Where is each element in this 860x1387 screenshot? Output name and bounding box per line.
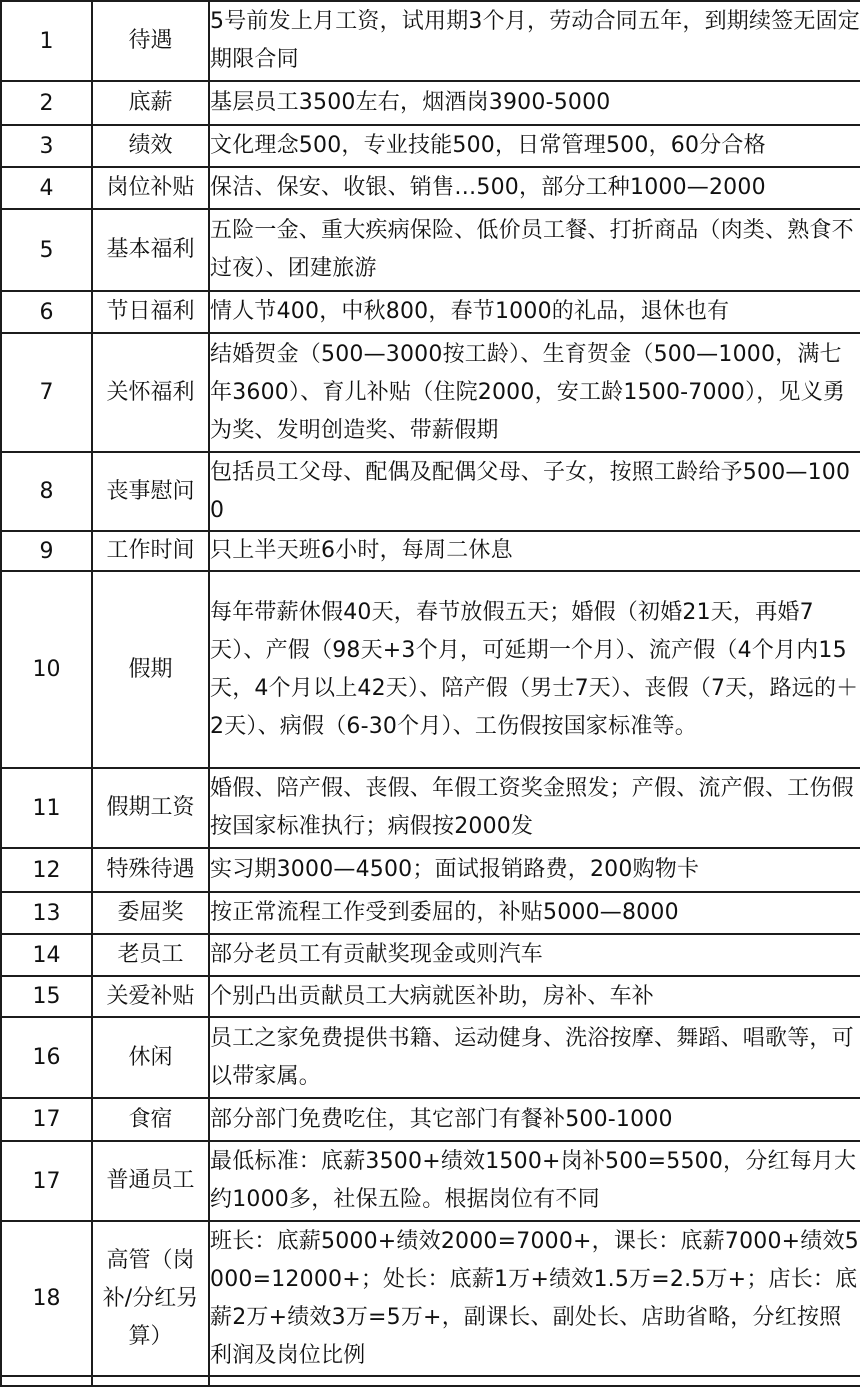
row-number: 3: [1, 125, 92, 167]
row-category: 假期: [92, 571, 209, 768]
row-description: 班长：底薪5000+绩效2000=7000+，课长：底薪7000+绩效5000=12000+；处长：底薪1万+绩效1.5万=2.5万+；店长：底薪2万+绩效3万=5万+，副课长、副处长、店助省略，分红按照利润及岗位比例: [209, 1221, 860, 1376]
row-description: 按正常流程工作受到委屈的，补贴5000—8000: [209, 892, 860, 934]
table-row: [1, 81, 860, 125]
table-row: [1, 209, 860, 291]
row-number: 13: [1, 892, 92, 934]
row-number: 1: [1, 1, 92, 81]
row-category: 普通员工: [92, 1141, 209, 1221]
table-row: [1, 934, 860, 976]
stub-cell: [92, 1376, 209, 1386]
table-row: [1, 1098, 860, 1141]
table-row: [1, 291, 860, 333]
row-description: 员工之家免费提供书籍、运动健身、洗浴按摩、舞蹈、唱歌等，可以带家属。: [209, 1017, 860, 1098]
row-number: 17: [1, 1098, 92, 1141]
table-row: [1, 1, 860, 81]
row-number: 14: [1, 934, 92, 976]
row-description: 婚假、陪产假、丧假、年假工资奖金照发；产假、流产假、工伤假按国家标准执行；病假按2000发: [209, 768, 860, 848]
table-row: [1, 452, 860, 531]
table-row: [1, 333, 860, 452]
table-row: [1, 1141, 860, 1221]
table-row: [1, 848, 860, 892]
row-number: 5: [1, 209, 92, 291]
row-number: 2: [1, 81, 92, 125]
row-description: 包括员工父母、配偶及配偶父母、子女，按照工龄给予500—1000: [209, 452, 860, 531]
row-category: 食宿: [92, 1098, 209, 1141]
table-row: [1, 531, 860, 571]
row-description: 文化理念500，专业技能500，日常管理500，60分合格: [209, 125, 860, 167]
row-number: 10: [1, 571, 92, 768]
row-description: 情人节400，中秋800，春节1000的礼品，退休也有: [209, 291, 860, 333]
row-number: 12: [1, 848, 92, 892]
stub-cell: [1, 1376, 92, 1386]
row-description: 部分部门免费吃住，其它部门有餐补500-1000: [209, 1098, 860, 1141]
row-description: 五险一金、重大疾病保险、低价员工餐、打折商品（肉类、熟食不过夜）、团建旅游: [209, 209, 860, 291]
row-category: 待遇: [92, 1, 209, 81]
row-category: 高管（岗补/分红另算）: [92, 1221, 209, 1376]
row-description: 每年带薪休假40天，春节放假五天；婚假（初婚21天，再婚7天）、产假（98天+3个月，可延期一个月）、流产假（4个月内15天，4个月以上42天）、陪产假（男士7天）、丧假（7天，路远的＋2天）、病假（6-30个月）、工伤假按国家标准等。: [209, 571, 860, 768]
table-body: [1, 0, 860, 1386]
row-category: 底薪: [92, 81, 209, 125]
row-category: 丧事慰问: [92, 452, 209, 531]
table-row: [1, 125, 860, 167]
row-category: 工作时间: [92, 531, 209, 571]
row-description: 结婚贺金（500—3000按工龄）、生育贺金（500—1000，满七年3600）、育儿补贴（住院2000，安工龄1500-7000），见义勇为奖、发明创造奖、带薪假期: [209, 333, 860, 452]
table-row: [1, 892, 860, 934]
row-description: 5号前发上月工资，试用期3个月，劳动合同五年，到期续签无固定期限合同: [209, 1, 860, 81]
row-description: 部分老员工有贡献奖现金或则汽车: [209, 934, 860, 976]
row-category: 委屈奖: [92, 892, 209, 934]
row-category: 休闲: [92, 1017, 209, 1098]
table-bottom-edge: [1, 1376, 860, 1386]
row-category: 关爱补贴: [92, 976, 209, 1017]
row-number: 11: [1, 768, 92, 848]
row-category: 岗位补贴: [92, 167, 209, 209]
table-row: [1, 571, 860, 768]
row-number: 16: [1, 1017, 92, 1098]
table-row: [1, 167, 860, 209]
row-number: 8: [1, 452, 92, 531]
table-row: [1, 976, 860, 1017]
row-number: 18: [1, 1221, 92, 1376]
row-category: 关怀福利: [92, 333, 209, 452]
table-row: [1, 1017, 860, 1098]
row-description: 基层员工3500左右，烟酒岗3900-5000: [209, 81, 860, 125]
stub-cell: [209, 1376, 860, 1386]
row-number: 17: [1, 1141, 92, 1221]
row-number: 6: [1, 291, 92, 333]
table-row: [1, 768, 860, 848]
row-description: 只上半天班6小时，每周二休息: [209, 531, 860, 571]
row-category: 老员工: [92, 934, 209, 976]
row-category: 假期工资: [92, 768, 209, 848]
row-description: 保洁、保安、收银、销售…500，部分工种1000—2000: [209, 167, 860, 209]
row-category: 节日福利: [92, 291, 209, 333]
row-category: 绩效: [92, 125, 209, 167]
row-description: 实习期3000—4500；面试报销路费，200购物卡: [209, 848, 860, 892]
row-number: 9: [1, 531, 92, 571]
table-row: [1, 1221, 860, 1376]
row-number: 15: [1, 976, 92, 1017]
row-description: 个别凸出贡献员工大病就医补助，房补、车补: [209, 976, 860, 1017]
row-description: 最低标准：底薪3500+绩效1500+岗补500=5500，分红每月大约1000多，社保五险。根据岗位有不同: [209, 1141, 860, 1221]
row-number: 7: [1, 333, 92, 452]
row-number: 4: [1, 167, 92, 209]
row-category: 基本福利: [92, 209, 209, 291]
row-category: 特殊待遇: [92, 848, 209, 892]
